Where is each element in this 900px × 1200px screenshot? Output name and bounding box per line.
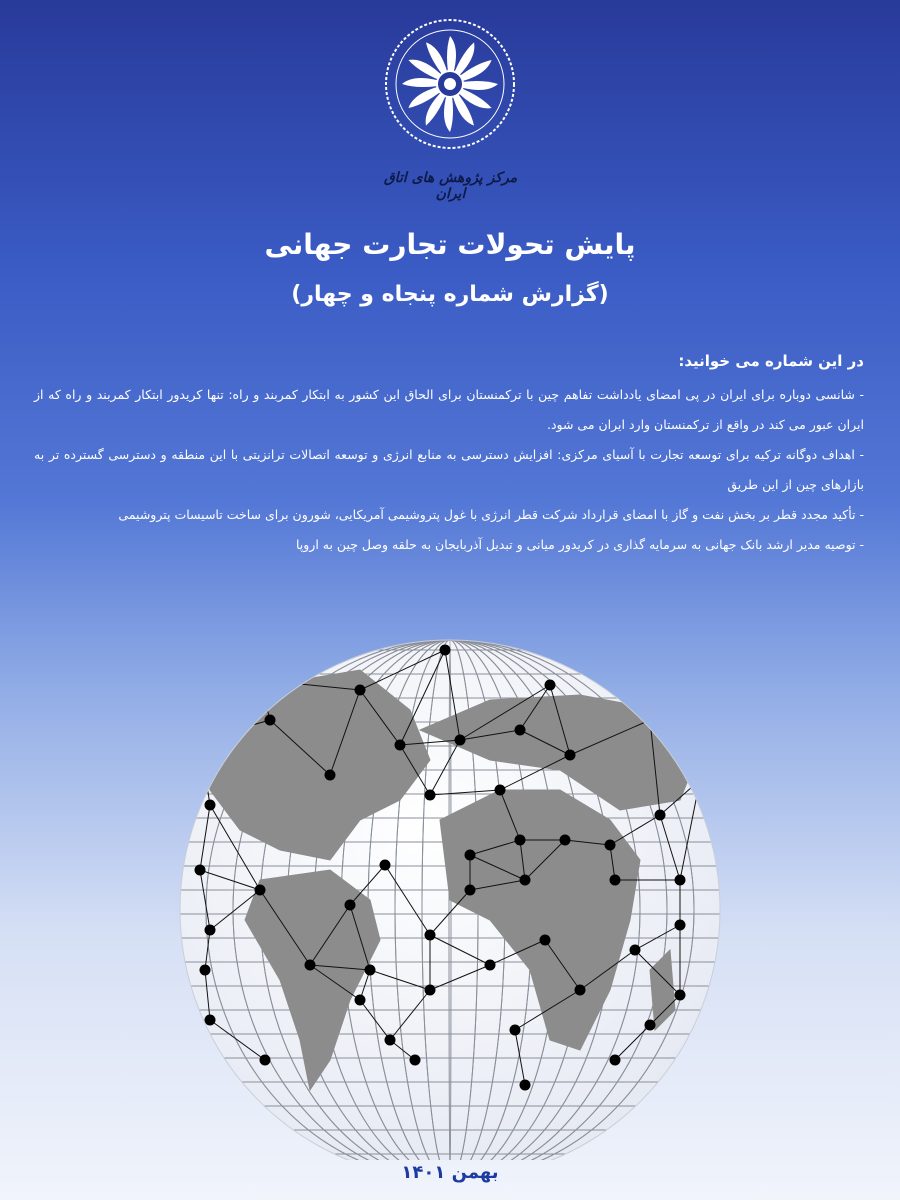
list-item: - اهداف دوگانه ترکیه برای توسعه تجارت با آسیای مرکزی: افزایش دسترسی به منابع انرژی و توسعه اتصالات ترانزیتی با این منطقه و دسترسی گسترده تر به بازارهای چین از این طریق [34,447,864,492]
logo [378,10,523,200]
page-title: پایش تحولات تجارت جهانی [264,228,636,261]
globe-illustration [160,620,740,1160]
issue-date: بهمن ۱۴۰۱ [401,1162,499,1183]
page-subtitle: (گزارش شماره پنجاه و چهار) [291,282,609,307]
list-item: - تأکید مجدد قطر بر بخش نفت و گاز با امضای قرارداد شرکت قطر انرژی با غول پتروشیمی آمریکایی، شورون برای ساخت تاسیسات پتروشیمی [118,507,864,522]
list-item: - توصیه مدیر ارشد بانک جهانی به سرمایه گذاری در کریدور میانی و تبدیل آذربایجان به حلقه وصل چین به اروپا [295,537,864,552]
list-item: - شانسی دوباره برای ایران در پی امضای یادداشت تفاهم چین با ترکمنستان برای الحاق این کشور به ابتکار کمربند و راه: تنها کریدور ابتکار کمربند و راه که از ایران عبور می کند در واقع از ترکمنستان وارد ایران می شود. [34,387,864,432]
network-globe-icon [160,620,740,1160]
chamber-of-commerce-seal-icon [378,10,523,165]
logo-caption: مرکز پژوهش های اتاق ایران [383,170,518,202]
contents-list [34,380,864,560]
contents-heading: در این شماره می خوانید: [678,352,864,370]
contents-section [34,352,864,560]
